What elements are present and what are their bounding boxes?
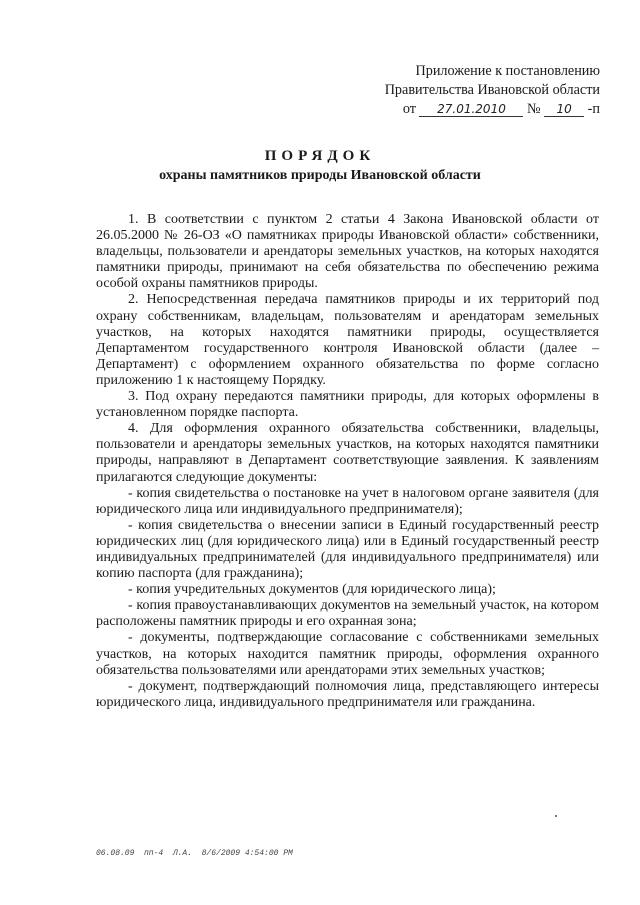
list-item-land-rights: - копия правоустанавливающих документов на земельный участок, на котором расположены памятник природы и его охранная зона;	[96, 598, 599, 630]
paragraph-1: 1. В соответствии с пунктом 2 статьи 4 Закона Ивановской области от 26.05.2000 № 26-ОЗ «О памятниках природы Ивановской области» собственники, владельцы, пользователи и арендаторы земельных участков, на которых находятся памятники природы, принимают на себя обязательства по обеспечению режима особой охраны памятников природы.	[96, 212, 599, 292]
header-line-1: Приложение к постановлению	[415, 63, 600, 79]
attachment-header	[385, 62, 600, 119]
handwritten-date: 27.01.2010	[419, 102, 523, 117]
header-line-2: Правительства Ивановской области	[384, 82, 600, 98]
list-item-power-of-attorney: - документ, подтверждающий полномочия лица, представляющего интересы юридического лица, индивидуального предпринимателя или гражданина.	[96, 678, 599, 710]
document-body	[96, 212, 599, 711]
document-title: ПОРЯДОК	[264, 148, 376, 164]
list-item-state-register: - копия свидетельства о внесении записи в Единый государственный реестр юридических лиц (для юридического лица) или в Единый государственный реестр индивидуальных предпринимателей (для индивидуального предпринимателя) или копию паспорта (для гражданина);	[96, 517, 599, 582]
paragraph-4: 4. Для оформления охранного обязательства собственники, владельцы, пользователи и арендаторы земельных участков, на которых находятся памятники природы, направляют в Департамент соответствующие заявления. К заявлениям прилагаются следующие документы:	[96, 421, 599, 485]
number-suffix: -п	[587, 101, 600, 117]
scan-speck	[555, 815, 557, 817]
list-item-founding-docs: - копия учредительных документов (для юридического лица);	[128, 582, 496, 598]
paragraph-2: 2. Непосредственная передача памятников природы и их территорий под охрану собственникам, владельцам, пользователям и арендаторам земельных участков, на которых находятся памятники природы, осуществляется Департаментом государственного контроля Ивановской области (далее – Департамент) с оформлением охранного обязательства по форме согласно приложению 1 к настоящему Порядку.	[96, 292, 599, 388]
number-label: №	[527, 101, 541, 117]
list-item-tax-registration: - копия свидетельства о постановке на учет в налоговом органе заявителя (для юридического лица или индивидуального предпринимателя);	[96, 485, 599, 517]
print-footer: 06.08.09 пп-4 Л.А. 8/6/2009 4:54:00 PM	[96, 849, 293, 858]
header-line-3	[385, 100, 600, 119]
document-subtitle: охраны памятников природы Ивановской области	[159, 168, 481, 183]
from-label: от	[402, 101, 416, 117]
paragraph-3: 3. Под охрану передаются памятники природы, для которых оформлены в установленном порядке паспорта.	[96, 389, 599, 421]
list-item-owner-approval: - документы, подтверждающие согласование с собственниками земельных участков, на которых находится памятник природы, оформления охранного обязательства пользователями или арендаторами этих земельных участков;	[96, 630, 599, 678]
handwritten-number: 10	[544, 102, 584, 117]
